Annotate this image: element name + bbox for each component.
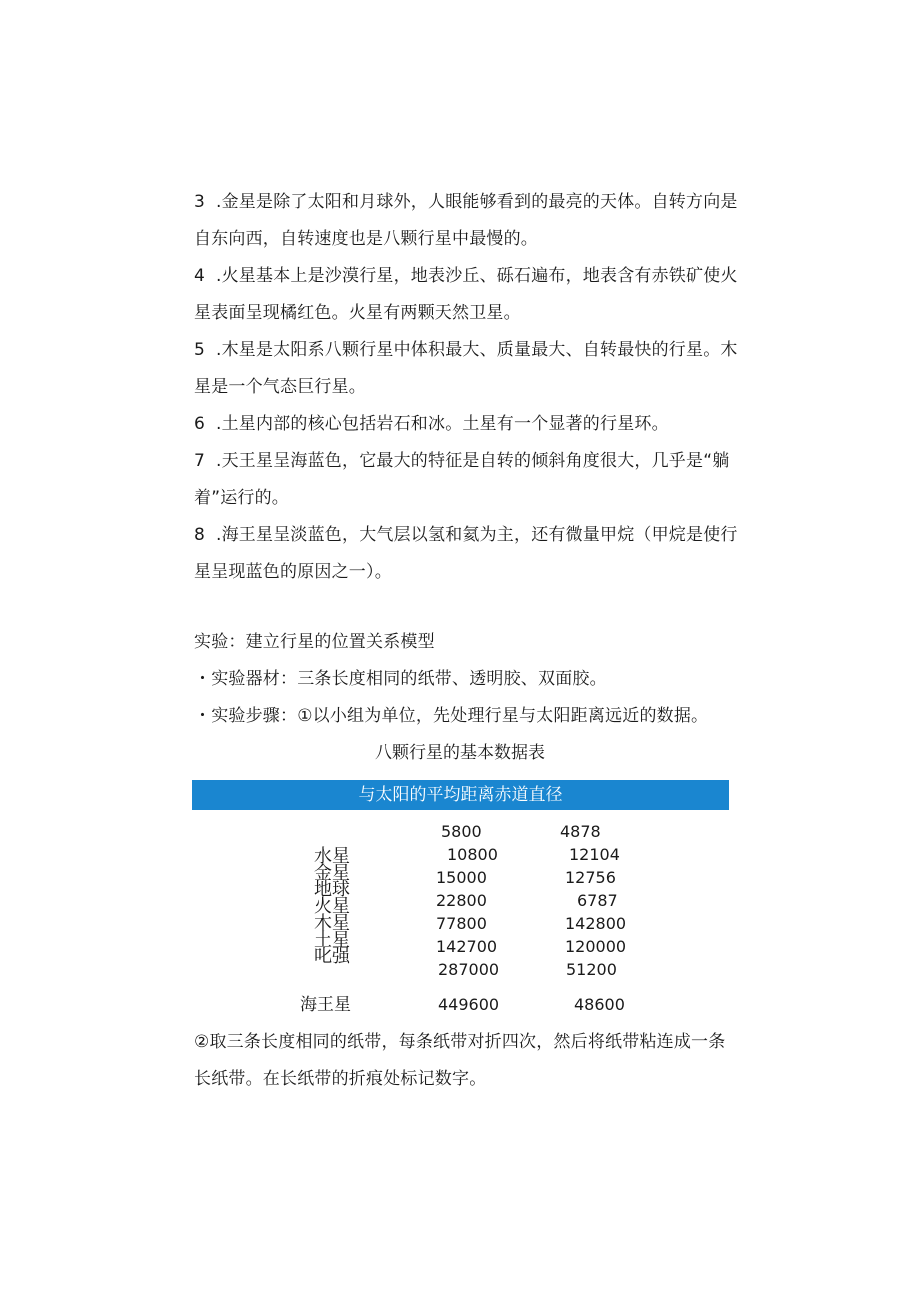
diameter-cell: 12104 [569,845,620,864]
diameter-cell: 6787 [577,891,618,910]
fact-text: .海王星呈淡蓝色，大气层以氢和氦为主，还有微量甲烷（甲烷是使行 [216,525,738,545]
fact-line [194,525,738,545]
fact-line [194,266,738,286]
fact-text: .木星是太阳系八颗行星中体积最大、质量最大、自转最快的行星。木 [216,340,738,360]
diameter-cell: 142800 [565,914,627,933]
fact-number: 7 [194,451,206,471]
planet-name: 火星 [314,896,350,917]
experiment-step-1: ・实验步骤：①以小组为单位，先处理行星与太阳距离远近的数据。 [194,706,709,726]
experiment-step-2: 长纸带。在长纸带的折痕处标记数字。 [194,1069,487,1089]
experiment-materials: ・实验器材：三条长度相同的纸带、透明胶、双面胶。 [194,669,607,689]
distance-cell: 5800 [441,822,482,841]
planet-name: 叱强 [314,946,350,967]
fact-text: .土星内部的核心包括岩石和冰。土星有一个显著的行星环。 [216,414,669,434]
diameter-cell: 51200 [566,960,617,979]
fact-line: 着”运行的。 [194,488,290,508]
distance-cell: 22800 [436,891,487,910]
planet-name: 金星 [314,863,350,884]
diameter-cell: 120000 [565,937,627,956]
distance-cell: 10800 [447,845,498,864]
fact-line [194,414,669,434]
fact-line [194,451,729,471]
fact-number: 4 [194,266,206,286]
fact-number: 8 [194,525,206,545]
planet-name: 木星 [314,913,350,934]
planet-name: 土星 [314,930,350,951]
diameter-cell: 48600 [574,995,625,1014]
diameter-cell: 4878 [560,822,601,841]
experiment-title: 实验：建立行星的位置关系模型 [194,632,435,652]
planet-name: 地球 [314,879,350,900]
table-title: 八颗行星的基本数据表 [375,743,545,763]
fact-number: 5 [194,340,206,360]
distance-cell: 142700 [436,937,498,956]
fact-number: 3 [194,192,206,212]
distance-cell: 287000 [438,960,500,979]
planet-name: 水星 [314,846,350,867]
planet-name: 海王星 [300,995,351,1015]
fact-text: .金星是除了太阳和月球外，人眼能够看到的最亮的天体。自转方向是 [216,192,738,212]
diameter-cell: 12756 [565,868,616,887]
fact-text: .天王星呈海蓝色，它最大的特征是自转的倾斜角度很大，几乎是“躺 [216,451,730,471]
fact-line: 自东向西，自转速度也是八颗行星中最慢的。 [194,229,538,249]
fact-line [194,192,738,212]
experiment-step-2: ②取三条长度相同的纸带，每条纸带对折四次，然后将纸带粘连成一条 [194,1032,726,1052]
fact-line: 星表面呈现橘红色。火星有两颗天然卫星。 [194,303,521,323]
distance-cell: 15000 [436,868,487,887]
fact-text: .火星基本上是沙漠行星，地表沙丘、砾石遍布，地表含有赤铁矿使火 [216,266,738,286]
fact-number: 6 [194,414,206,434]
fact-line [194,340,738,360]
table-header: 与太阳的平均距离赤道直径 [192,780,729,810]
distance-cell: 77800 [436,914,487,933]
fact-line: 星呈现蓝色的原因之一）。 [194,562,392,582]
fact-line: 星是一个气态巨行星。 [194,377,366,397]
distance-cell: 449600 [438,995,500,1014]
